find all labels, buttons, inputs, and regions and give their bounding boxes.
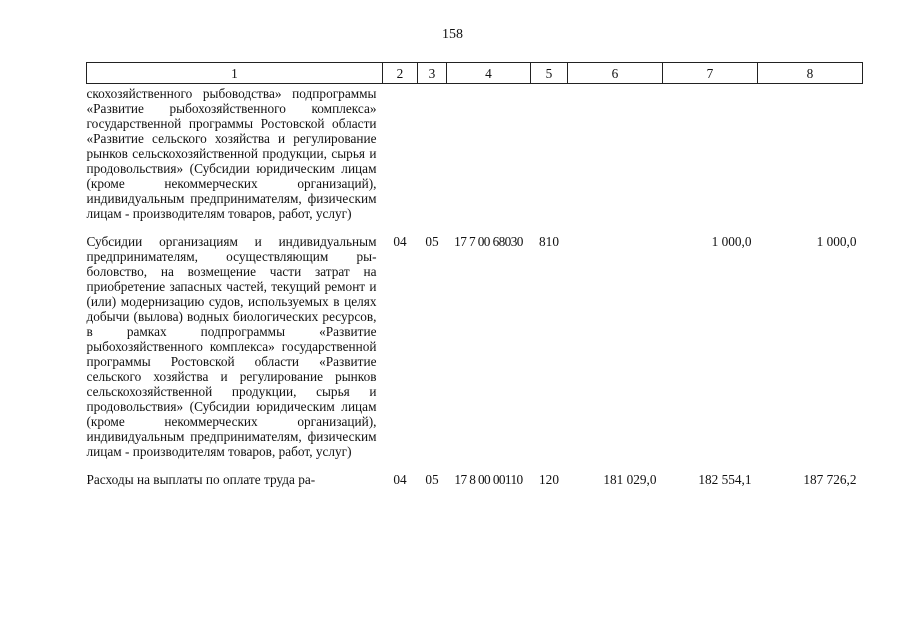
column-header-6: 6 (568, 63, 663, 84)
row-expense-type: 120 (539, 472, 559, 487)
row-amount-6: 181 029,0 (603, 472, 657, 487)
row-section: 04 (393, 234, 407, 249)
row-target-article: 17 8 00 00110 (454, 472, 523, 487)
row-amount-7: 182 554,1 (698, 472, 752, 487)
row-target-article (447, 84, 531, 235)
table-row (87, 472, 863, 487)
budget-table (86, 62, 863, 487)
column-header-4: 4 (447, 63, 531, 84)
row-section (383, 84, 418, 235)
row-section: 04 (393, 472, 407, 487)
row-subsection: 05 (425, 472, 439, 487)
column-header-2: 2 (383, 63, 418, 84)
column-header-1: 1 (87, 63, 383, 84)
row-amount-8 (758, 84, 863, 235)
table-header-row (87, 63, 863, 84)
row-amount-7 (663, 84, 758, 235)
row-subsection: 05 (425, 234, 439, 249)
column-header-3: 3 (418, 63, 447, 84)
row-amount-7: 1 000,0 (711, 234, 752, 249)
row-description: Расходы на выплаты по оплате труда ра- (86, 472, 316, 487)
column-header-8: 8 (758, 63, 863, 84)
row-expense-type: 810 (539, 234, 559, 249)
column-header-7: 7 (663, 63, 758, 84)
table-row (87, 234, 863, 472)
row-amount-8: 1 000,0 (816, 234, 857, 249)
row-amount-8: 187 726,2 (803, 472, 857, 487)
row-subsection (418, 84, 447, 235)
page-number: 158 (442, 27, 463, 42)
row-target-article: 17 7 00 68030 (454, 234, 523, 249)
row-description: скохозяйственного рыбоводства» подпрограммы «Развитие рыбохозяйственного комплекса» государственной программы Ростовской области «Развитие сельского хозяйства и регулирование рынков сельскохозяйственной продукции, сырья и продовольствия» (Субсидии юридическим лицам (кроме некоммерческих организаций), индивидуальным предпринимателям, физическим лицам - производителям товаров, работ, услуг) (86, 86, 377, 221)
row-expense-type (531, 84, 568, 235)
row-amount-6 (568, 84, 663, 235)
row-amount-6 (568, 234, 663, 472)
column-header-5: 5 (531, 63, 568, 84)
table-row (87, 84, 863, 235)
row-description: Субсидии организациям и индивидуальным предпринимателям, осуществляющим рыболовство, на возмещение части затрат на приобретение запасных частей, текущий ремонт и (или) модернизацию судов, используемых в целях добычи (вылова) водных биологических ресурсов, в рамках подпрограммы «Развитие рыбохозяйственного комплекса» государственной программы Ростовской области «Развитие сельского хозяйства и регулирование рынков сельскохозяйственной продукции, сырья и продовольствия» (Субсидии юридическим лицам (кроме некоммерческих организаций), индивидуальным предпринимателям, физическим лицам - производителям товаров, работ, услуг) (86, 234, 377, 459)
